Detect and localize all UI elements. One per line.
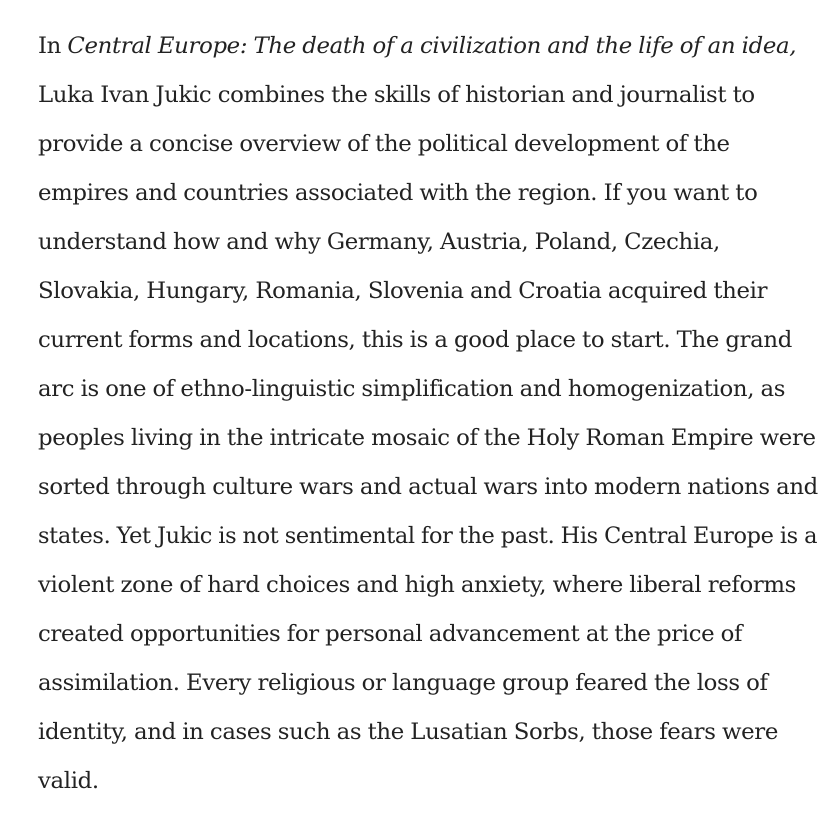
text-line-14: assimilation. Every religious or language group feared the loss of <box>38 670 768 696</box>
text-line-15: identity, and in cases such as the Lusatian Sorbs, those fears were <box>38 719 778 745</box>
article-body <box>38 22 818 806</box>
review-paragraph <box>38 22 818 806</box>
text-line-16: valid. <box>38 768 99 794</box>
book-title: Central Europe: The death of a civilization and the life of an idea, <box>67 33 797 59</box>
text-line-4: empires and countries associated with the region. If you want to <box>38 180 758 206</box>
text-line-13: created opportunities for personal advancement at the price of <box>38 621 743 647</box>
text-line-12: violent zone of hard choices and high anxiety, where liberal reforms <box>38 572 797 598</box>
text-line-2: Luka Ivan Jukic combines the skills of historian and journalist to <box>38 82 755 108</box>
intro-text: In <box>38 33 68 59</box>
text-line-9: peoples living in the intricate mosaic of the Holy Roman Empire were <box>38 425 816 451</box>
text-line-1 <box>38 22 814 71</box>
text-line-8: arc is one of ethno-linguistic simplification and homogenization, as <box>38 376 786 402</box>
text-line-7: current forms and locations, this is a good place to start. The grand <box>38 327 792 353</box>
text-line-5: understand how and why Germany, Austria, Poland, Czechia, <box>38 229 720 255</box>
text-line-3: provide a concise overview of the political development of the <box>38 131 730 157</box>
text-line-10: sorted through culture wars and actual wars into modern nations and <box>38 474 818 500</box>
text-line-11: states. Yet Jukic is not sentimental for the past. His Central Europe is a <box>38 523 818 549</box>
text-line-6: Slovakia, Hungary, Romania, Slovenia and Croatia acquired their <box>38 278 768 304</box>
